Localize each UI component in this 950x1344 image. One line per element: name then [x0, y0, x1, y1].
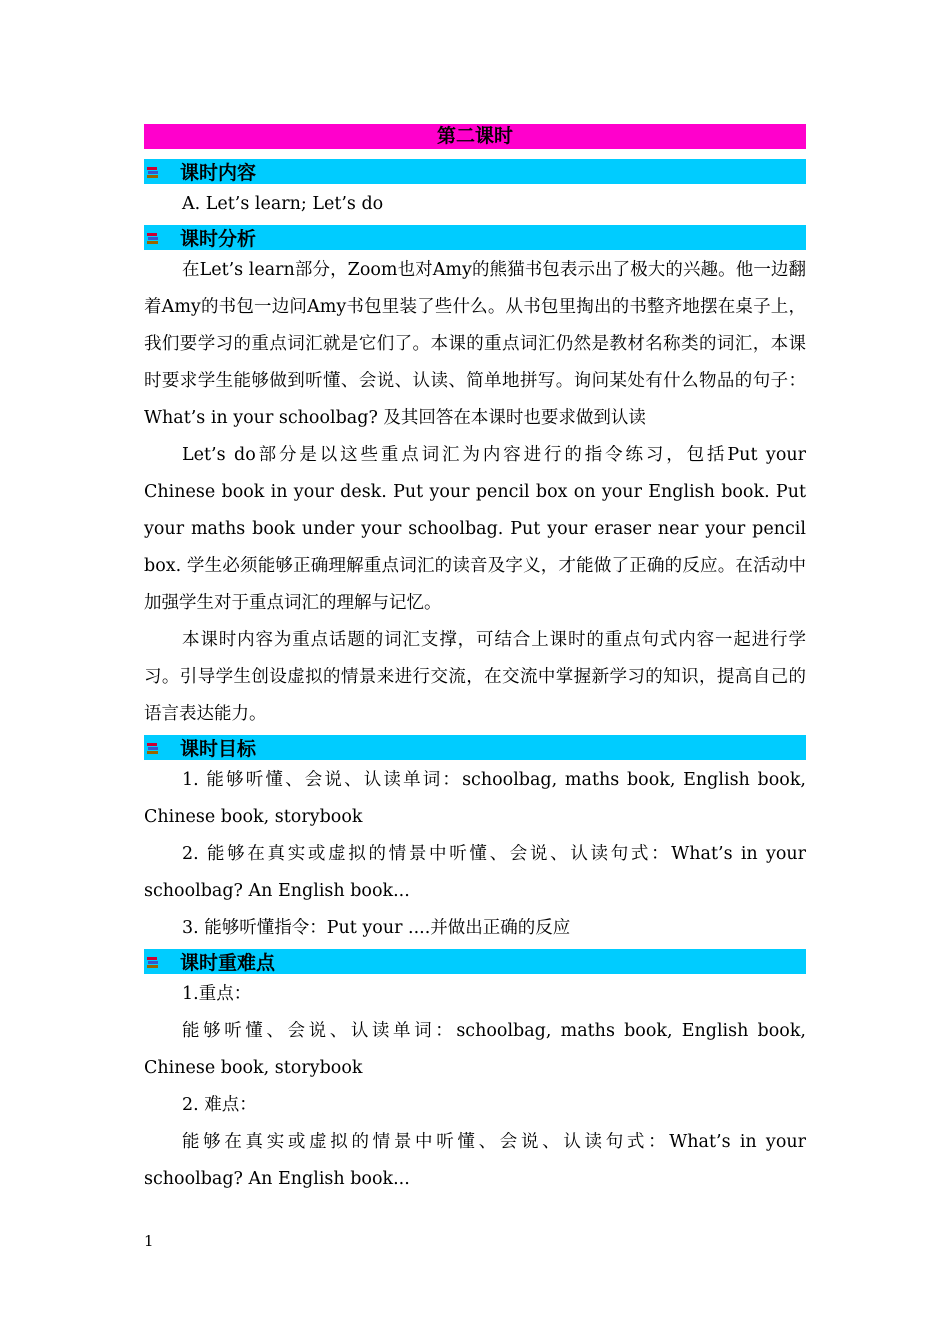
section-heading: 课时分析: [180, 228, 257, 250]
paragraph: 1.重点：: [182, 984, 252, 1004]
book-stack-icon: [144, 955, 180, 969]
section-heading: 课时重难点: [180, 952, 276, 974]
document-page: [144, 124, 806, 1198]
paragraph: 2. 难点：: [182, 1095, 257, 1115]
section-header-goals: [144, 735, 806, 760]
paragraph: 能够听懂、会说、认读单词：schoolbag, maths book, English book, Chinese book, storybook: [144, 1021, 806, 1078]
paragraph: 3. 能够听懂指令：Put your ....并做出正确的反应: [182, 918, 571, 938]
paragraph: 在Let’s learn部分，Zoom也对Amy的熊猫书包表示出了极大的兴趣。他一边翻着Amy的书包一边问Amy书包里装了些什么。从书包里掏出的书整齐地摆在桌子上，我们要学习的重点词汇就是它们了。本课的重点词汇仍然是教材名称类的词汇，本课时要求学生能够做到听懂、会说、认读、简单地拼写。询问某处有什么物品的句子：What’s in your schoolbag? 及其回答在本课时也要求做到认读: [144, 260, 806, 428]
paragraph: 2. 能够在真实或虚拟的情景中听懂、会说、认读句式：What’s in your schoolbag? An English book...: [144, 844, 806, 901]
paragraph: 能够在真实或虚拟的情景中听懂、会说、认读句式：What’s in your schoolbag? An English book...: [144, 1132, 806, 1189]
section-header-keypoints: [144, 949, 806, 974]
section-heading: 课时内容: [180, 162, 257, 184]
section-heading: 课时目标: [180, 738, 257, 760]
paragraph: Let’s do部分是以这些重点词汇为内容进行的指令练习，包括Put your Chinese book in your desk. Put your pencil box on your English book. Put your maths book under your schoolbag. Put your eraser near your pencil box. 学生必须能够正确理解重点词汇的读音及字义，才能做了正确的反应。在活动中加强学生对于重点词汇的理解与记忆。: [144, 445, 806, 613]
book-stack-icon: [144, 741, 180, 755]
paragraph: 本课时内容为重点话题的词汇支撑，可结合上课时的重点句式内容一起进行学习。引导学生创设虚拟的情景来进行交流，在交流中掌握新学习的知识，提高自己的语言表达能力。: [144, 630, 806, 724]
paragraph: 1. 能够听懂、会说、认读单词：schoolbag, maths book, English book, Chinese book, storybook: [144, 770, 806, 827]
section-header-analysis: [144, 225, 806, 250]
lesson-title: 第二课时: [144, 124, 806, 149]
paragraph: A. Let’s learn; Let’s do: [182, 194, 384, 214]
book-stack-icon: [144, 165, 180, 179]
page-number: 1: [144, 1232, 154, 1250]
section-header-content: [144, 159, 806, 184]
book-stack-icon: [144, 231, 180, 245]
